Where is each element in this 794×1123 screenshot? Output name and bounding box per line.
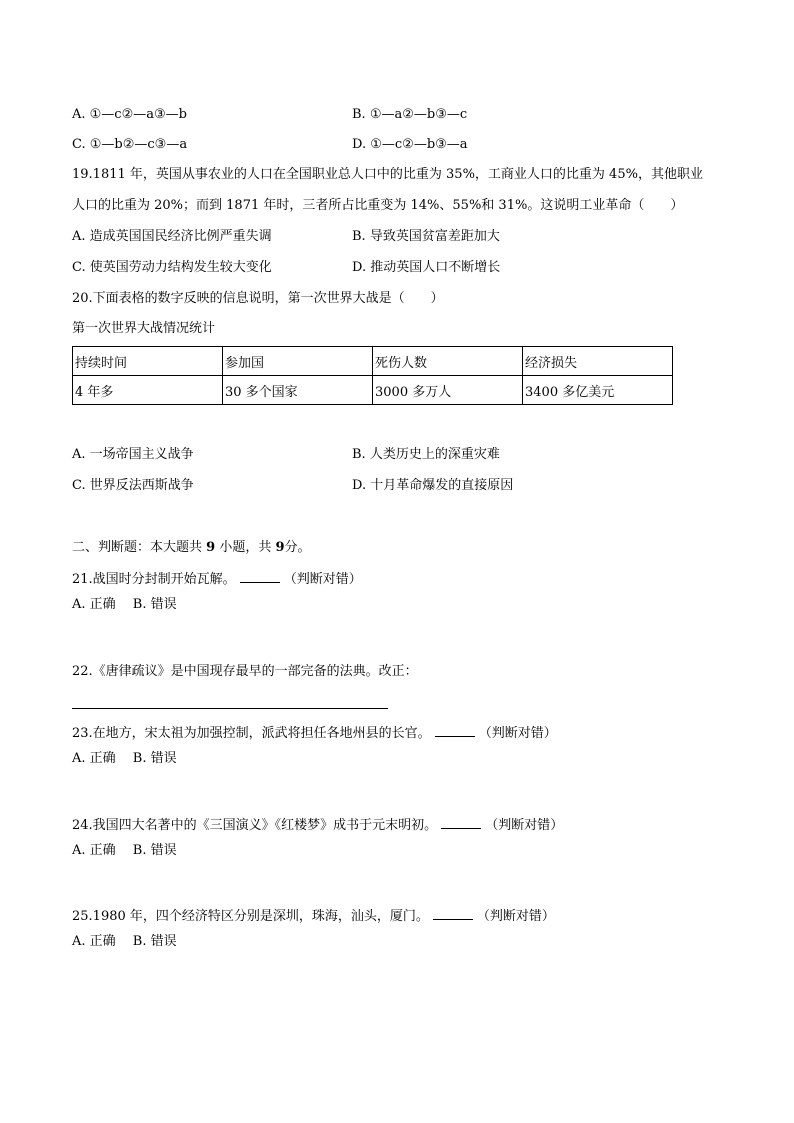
q24-stem (72, 816, 563, 835)
table-header-row (73, 347, 673, 376)
q25-tail: （判断对错） (476, 909, 555, 924)
q23-stem (72, 724, 557, 743)
q24-tail: （判断对错） (485, 818, 564, 833)
q19-stem-line1: 19.1811 年，英国从事农业的人口在全国职业总人口中的比重为 35%，工商业人口的比重为 45%，其他职业 (72, 167, 703, 182)
q25-answer-blank[interactable] (433, 907, 473, 920)
q25-options[interactable]: A. 正确 B. 错误 (72, 934, 177, 949)
q21-stem (72, 570, 362, 589)
q20-option-b[interactable]: B. 人类历史上的深重灾难 (352, 447, 500, 462)
q25-stem (72, 907, 555, 926)
table-cell: 4 年多 (73, 376, 223, 405)
section-title-post: 分。 (284, 540, 311, 555)
q23-text: 23.在地方，宋太祖为加强控制，派武将担任各地州县的长官。 (72, 726, 431, 741)
table-header-cell: 参加国 (223, 347, 373, 376)
q25-text: 25.1980 年，四个经济特区分别是深圳，珠海，汕头，厦门。 (72, 909, 429, 924)
section-title-pre: 二、判断题：本大题共 (72, 540, 207, 555)
q20-stem: 20.下面表格的数字反映的信息说明，第一次世界大战是（ ） (72, 291, 444, 306)
q18-option-b[interactable]: B. ①—a②—b③—c (352, 107, 468, 122)
table-header-cell: 死伤人数 (373, 347, 523, 376)
table-cell: 3000 多万人 (373, 376, 523, 405)
q18-option-a[interactable]: A. ①—c②—a③—b (72, 107, 187, 122)
q21-answer-blank[interactable] (240, 570, 280, 583)
q23-options[interactable]: A. 正确 B. 错误 (72, 751, 177, 766)
q19-option-a[interactable]: A. 造成英国国民经济比例严重失调 (72, 229, 272, 244)
table-cell: 30 多个国家 (223, 376, 373, 405)
section-question-count: 9 (206, 540, 216, 555)
q24-answer-blank[interactable] (441, 816, 481, 829)
table-header-cell: 持续时间 (73, 347, 223, 376)
table-header-cell: 经济损失 (523, 347, 673, 376)
q23-tail: （判断对错） (478, 726, 557, 741)
q20-option-c[interactable]: C. 世界反法西斯战争 (72, 478, 194, 493)
q24-options[interactable]: A. 正确 B. 错误 (72, 843, 177, 858)
q19-option-d[interactable]: D. 推动英国人口不断增长 (352, 260, 501, 275)
section-title-mid: 小题，共 (215, 540, 276, 555)
q19-stem-line2: 人口的比重为 20%；而到 1871 年时，三者所占比重变为 14%、55%和 31%。这说明工业革命（ ） (72, 198, 684, 213)
ww1-stats-table (72, 346, 673, 405)
table-cell: 3400 多亿美元 (523, 376, 673, 405)
q18-option-d[interactable]: D. ①—c②—b③—a (352, 137, 468, 152)
section-heading (72, 539, 311, 557)
q21-tail: （判断对错） (283, 572, 362, 587)
table-row (73, 376, 673, 405)
q22-stem: 22.《唐律疏议》是中国现存最早的一部完备的法典。改正： (72, 664, 418, 679)
q22-answer-line[interactable] (72, 708, 388, 709)
q20-option-d[interactable]: D. 十月革命爆发的直接原因 (352, 478, 514, 493)
q18-option-c[interactable]: C. ①—b②—c③—a (72, 137, 188, 152)
q21-text: 21.战国时分封制开始瓦解。 (72, 572, 236, 587)
q23-answer-blank[interactable] (435, 724, 475, 737)
q24-text: 24.我国四大名著中的《三国演义》《红楼梦》成书于元末明初。 (72, 818, 438, 833)
section-score: 9 (275, 540, 285, 555)
q21-options[interactable]: A. 正确 B. 错误 (72, 597, 177, 612)
q19-option-b[interactable]: B. 导致英国贫富差距加大 (352, 229, 500, 244)
q19-option-c[interactable]: C. 使英国劳动力结构发生较大变化 (72, 260, 272, 275)
table-title: 第一次世界大战情况统计 (72, 321, 216, 336)
q20-option-a[interactable]: A. 一场帝国主义战争 (72, 447, 194, 462)
